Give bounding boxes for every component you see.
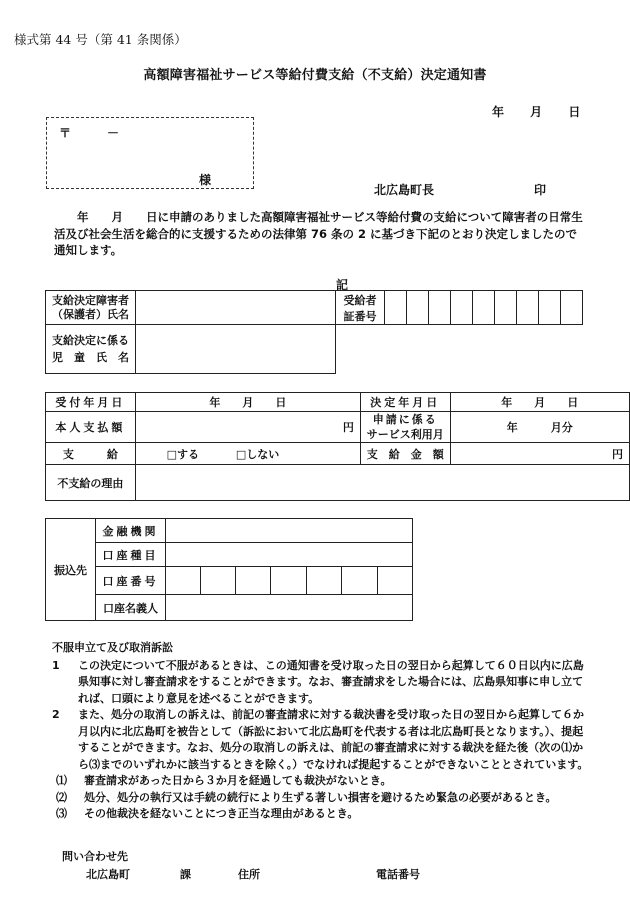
account-number-digit[interactable] (166, 567, 201, 595)
amount-label: 支 給 金 額 (360, 443, 450, 465)
account-number-digit[interactable] (201, 567, 236, 595)
appeal-notice (52, 640, 592, 823)
service-month-field[interactable]: 年 月分 (450, 412, 629, 443)
appeal-item: 2 また、処分の取消しの訴えは、前記の審査請求に対する裁決書を受け取った日の翌日から起算して６か月以内に北広島町を被告として（訴訟において北広島町を代表する者は北広島町長となります。）、提起することができます。なお、処分の取消しの訴えは、前記の審査請求に対する裁決を経た後（次の⑴から⑶までのいずれかに該当するときを除く。）でなければ提起することができないこととされています。 (52, 708, 589, 771)
form-number: 様式第 44 号（第 41 条関係） (14, 32, 187, 47)
decision-date-label: 決定年月日 (360, 393, 450, 412)
bank-transfer-table (45, 518, 413, 621)
document-title: 高額障害福祉サービス等給付費支給（不支給）決定通知書 (143, 68, 487, 83)
account-number-digit[interactable] (378, 567, 413, 595)
transfer-destination-label: 振込先 (46, 519, 96, 621)
recipient-number-label: 受給者 証番号 (336, 291, 385, 325)
account-number-label: 口座番号 (96, 567, 166, 595)
account-number-digit[interactable] (271, 567, 307, 595)
account-number-digit[interactable] (307, 567, 342, 595)
appeal-subitem: ⑶ その他裁決を経ないことにつき正当な理由があるとき。 (56, 807, 359, 820)
account-holder-label: 口座名義人 (96, 595, 166, 621)
postal-dash: － (107, 126, 120, 140)
self-pay-field[interactable]: 円 (135, 412, 360, 443)
decision-table (45, 392, 630, 501)
issue-date: 年 月 日 (492, 105, 581, 119)
recipient-number-digit[interactable] (385, 291, 407, 325)
bank-name-label: 金融機関 (96, 519, 166, 543)
reason-field[interactable] (135, 465, 629, 501)
payment-yes-checkbox[interactable]: □する (135, 443, 230, 465)
child-table (45, 324, 336, 374)
recipient-number-digit[interactable] (561, 291, 583, 325)
child-name-label: 支給決定に係る 児 童 氏 名 (46, 325, 136, 374)
appeal-subitem: ⑵ 処分、処分の執行又は手続の続行により生ずる著しい損害を避けるため緊急の必要があるとき。 (56, 790, 557, 804)
recipient-number-digit[interactable] (517, 291, 539, 325)
ki-heading: 記 (336, 278, 349, 292)
reason-label: 不支給の理由 (46, 465, 136, 501)
honorific-sama: 様 (199, 173, 212, 187)
recipient-number-digit[interactable] (407, 291, 429, 325)
account-holder-field[interactable] (166, 595, 413, 621)
recipient-number-digit[interactable] (495, 291, 517, 325)
contact-section: 課 (180, 868, 191, 881)
appeal-subitem: ⑴ 審査請求があった日から３か月を経過しても裁決がないとき。 (56, 774, 392, 787)
account-type-label: 口座種目 (96, 543, 166, 567)
contact-town: 北広島町 (86, 868, 130, 881)
issuer-mayor: 北広島町長 (374, 183, 435, 197)
appeal-item: 1 この決定について不服があるときは、この通知書を受け取った日の翌日から起算して６０日以内に広島県知事に対し審査請求をすることができます。なお、審査請求をした場合には、広島県知事に申し立てれば、口頭により意見を述べることができます。 (52, 658, 584, 705)
bank-name-field[interactable] (166, 519, 413, 543)
service-month-label: 申請に係る サービス利用月 (360, 412, 450, 443)
account-type-field[interactable] (166, 543, 413, 567)
account-number-digit[interactable] (236, 567, 271, 595)
contact-heading: 問い合わせ先 (62, 850, 128, 863)
contact-address-label: 住所 (238, 868, 260, 881)
account-number-digit[interactable] (342, 567, 378, 595)
contact-phone-label: 電話番号 (376, 868, 420, 881)
amount-field[interactable]: 円 (450, 443, 629, 465)
decision-date-field[interactable]: 年 月 日 (450, 393, 629, 412)
self-pay-label: 本人支払額 (46, 412, 136, 443)
received-date-field[interactable]: 年 月 日 (135, 393, 360, 412)
address-box (46, 117, 254, 189)
recipient-number-digit[interactable] (473, 291, 495, 325)
payment-label: 支 給 (46, 443, 136, 465)
contact-row (86, 866, 466, 882)
issuer-seal: 印 (534, 183, 547, 197)
recipient-number-digit[interactable] (539, 291, 561, 325)
child-name-field[interactable] (136, 325, 336, 374)
guardian-name-label: 支給決定障害者 （保護者）氏名 (46, 291, 136, 325)
postal-mark: 〒 (59, 126, 72, 140)
recipient-number-digit[interactable] (429, 291, 451, 325)
guardian-name-field[interactable] (136, 291, 336, 325)
appeal-heading: 不服申立て及び取消訴訟 (52, 641, 173, 654)
recipient-table (45, 290, 583, 325)
notice-body: 年 月 日に申請のありました高額障害福祉サービス等給付費の支給について障害者の日常生活及び社会生活を総合的に支援するための法律第 76 条の 2 に基づき下記のとおり決定しましたので通知します。 (54, 210, 583, 257)
recipient-number-digit[interactable] (451, 291, 473, 325)
received-date-label: 受付年月日 (46, 393, 136, 412)
payment-no-checkbox[interactable]: □しない (230, 443, 360, 465)
